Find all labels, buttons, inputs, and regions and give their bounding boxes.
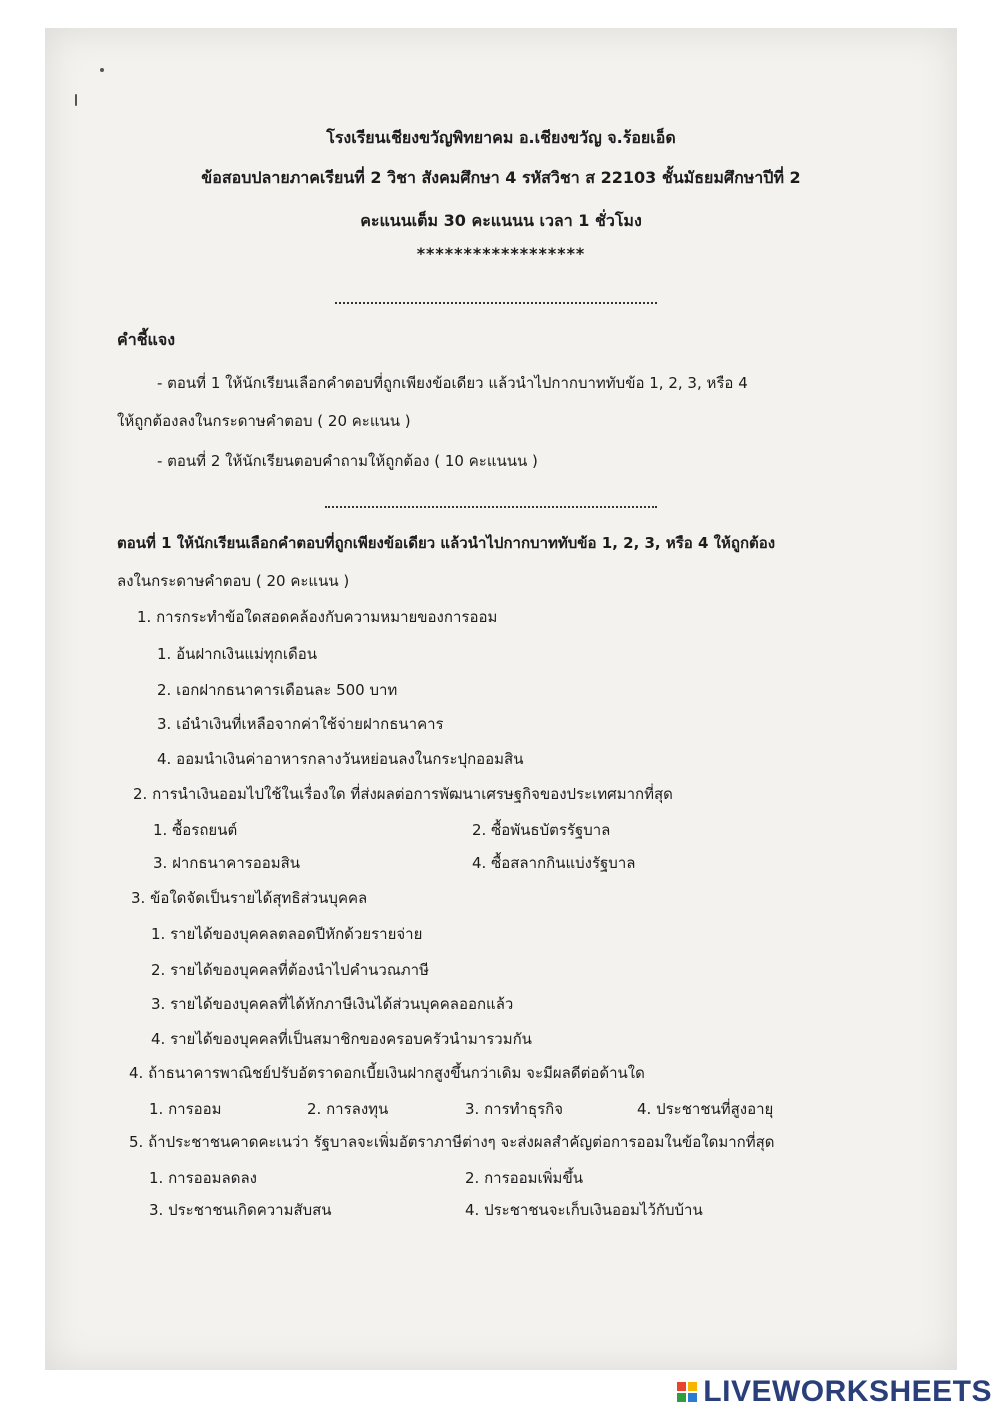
logo-square: [677, 1382, 686, 1391]
question-2-option-1: 1. ซื้อรถยนต์: [153, 821, 238, 839]
question-4-option-1: 1. การออม: [149, 1100, 222, 1118]
logo-square: [677, 1393, 686, 1402]
speck-mark: [75, 94, 77, 106]
question-4-option-4: 4. ประชาชนที่สูงอายุ: [637, 1100, 774, 1118]
stars-divider: ******************: [416, 244, 586, 263]
logo-square: [688, 1382, 697, 1391]
question-1-option-1: 1. อ้นฝากเงินแม่ทุกเดือน: [157, 645, 317, 663]
question-1: 1. การกระทำข้อใดสอดคล้องกับความหมายของการออม: [137, 608, 498, 626]
school-name: โรงเรียนเชียงขวัญพิทยาคม อ.เชียงขวัญ จ.ร้อยเอ็ด: [326, 128, 676, 147]
question-3-option-4: 4. รายได้ของบุคคลที่เป็นสมาชิกของครอบครัวนำมารวมกัน: [151, 1030, 532, 1048]
instructions-title: คำชี้แจง: [117, 330, 176, 349]
dotted-divider: [325, 506, 657, 508]
question-5-option-1: 1. การออมลดลง: [149, 1169, 257, 1187]
question-2: 2. การนำเงินออมไปใช้ในเรื่องใด ที่ส่งผลต่อการพัฒนาเศรษฐกิจของประเทศมากที่สุด: [133, 785, 673, 803]
instructions-part1-line2: ให้ถูกต้องลงในกระดาษคำตอบ ( 20 คะแนน ): [117, 412, 411, 430]
question-3-option-3: 3. รายได้ของบุคคลที่ได้หักภาษีเงินได้ส่วนบุคคลออกแล้ว: [151, 995, 514, 1013]
instructions-part2: - ตอนที่ 2 ให้นักเรียนตอบคำถามให้ถูกต้อง ( 10 คะแนนน ): [157, 452, 538, 470]
question-2-option-3: 3. ฝากธนาคารออมสิน: [153, 854, 301, 872]
logo-square: [688, 1393, 697, 1402]
question-1-option-4: 4. ออมนำเงินค่าอาหารกลางวันหย่อนลงในกระปุกออมสิน: [157, 750, 524, 768]
instructions-part1-line1: - ตอนที่ 1 ให้นักเรียนเลือกคำตอบที่ถูกเพียงข้อเดียว แล้วนำไปกากบาททับข้อ 1, 2, 3, หรือ 4: [157, 374, 748, 392]
exam-paper: [45, 28, 957, 1370]
part1-intro-line2: ลงในกระดาษคำตอบ ( 20 คะแนน ): [117, 572, 350, 590]
question-2-option-4: 4. ซื้อสลากกินแบ่งรัฐบาล: [472, 854, 636, 872]
dotted-divider: [335, 302, 657, 304]
watermark-text: LIVEWORKSHEETS: [703, 1375, 992, 1408]
part1-intro-line1: ตอนที่ 1 ให้นักเรียนเลือกคำตอบที่ถูกเพียงข้อเดียว แล้วนำไปกากบาททับข้อ 1, 2, 3, หรือ 4 ให้ถูกต้อง: [117, 534, 776, 552]
question-3-option-1: 1. รายได้ของบุคคลตลอดปีหักด้วยรายจ่าย: [151, 925, 423, 943]
question-1-option-2: 2. เอกฝากธนาคารเดือนละ 500 บาท: [157, 681, 398, 699]
question-5: 5. ถ้าประชาชนคาดคะเนว่า รัฐบาลจะเพิ่มอัตราภาษีต่างๆ จะส่งผลสำคัญต่อการออมในข้อใดมากที่สุด: [129, 1133, 775, 1151]
exam-title: ข้อสอบปลายภาคเรียนที่ 2 วิชา สังคมศึกษา 4 รหัสวิชา ส 22103 ชั้นมัธยมศึกษาปีที่ 2: [201, 168, 801, 187]
question-3-option-2: 2. รายได้ของบุคคลที่ต้องนำไปคำนวณภาษี: [151, 961, 429, 979]
speck-mark: [100, 68, 104, 72]
score-time: คะแนนเต็ม 30 คะแนนน เวลา 1 ชั่วโมง: [360, 211, 642, 230]
liveworksheets-logo-icon: [677, 1382, 697, 1402]
question-5-option-4: 4. ประชาชนจะเก็บเงินออมไว้กับบ้าน: [465, 1201, 703, 1219]
question-1-option-3: 3. เอ๋นำเงินที่เหลือจากค่าใช้จ่ายฝากธนาคาร: [157, 715, 444, 733]
question-4-option-3: 3. การทำธุรกิจ: [465, 1100, 564, 1118]
liveworksheets-watermark: [677, 1374, 992, 1410]
question-3: 3. ข้อใดจัดเป็นรายได้สุทธิส่วนบุคคล: [131, 889, 368, 907]
question-2-option-2: 2. ซื้อพันธบัตรรัฐบาล: [472, 821, 611, 839]
question-4: 4. ถ้าธนาคารพาณิชย์ปรับอัตราดอกเบี้ยเงินฝากสูงขึ้นกว่าเดิม จะมีผลดีต่อด้านใด: [129, 1064, 645, 1082]
question-5-option-3: 3. ประชาชนเกิดความสับสน: [149, 1201, 332, 1219]
question-4-option-2: 2. การลงทุน: [307, 1100, 389, 1118]
question-5-option-2: 2. การออมเพิ่มขึ้น: [465, 1169, 583, 1187]
